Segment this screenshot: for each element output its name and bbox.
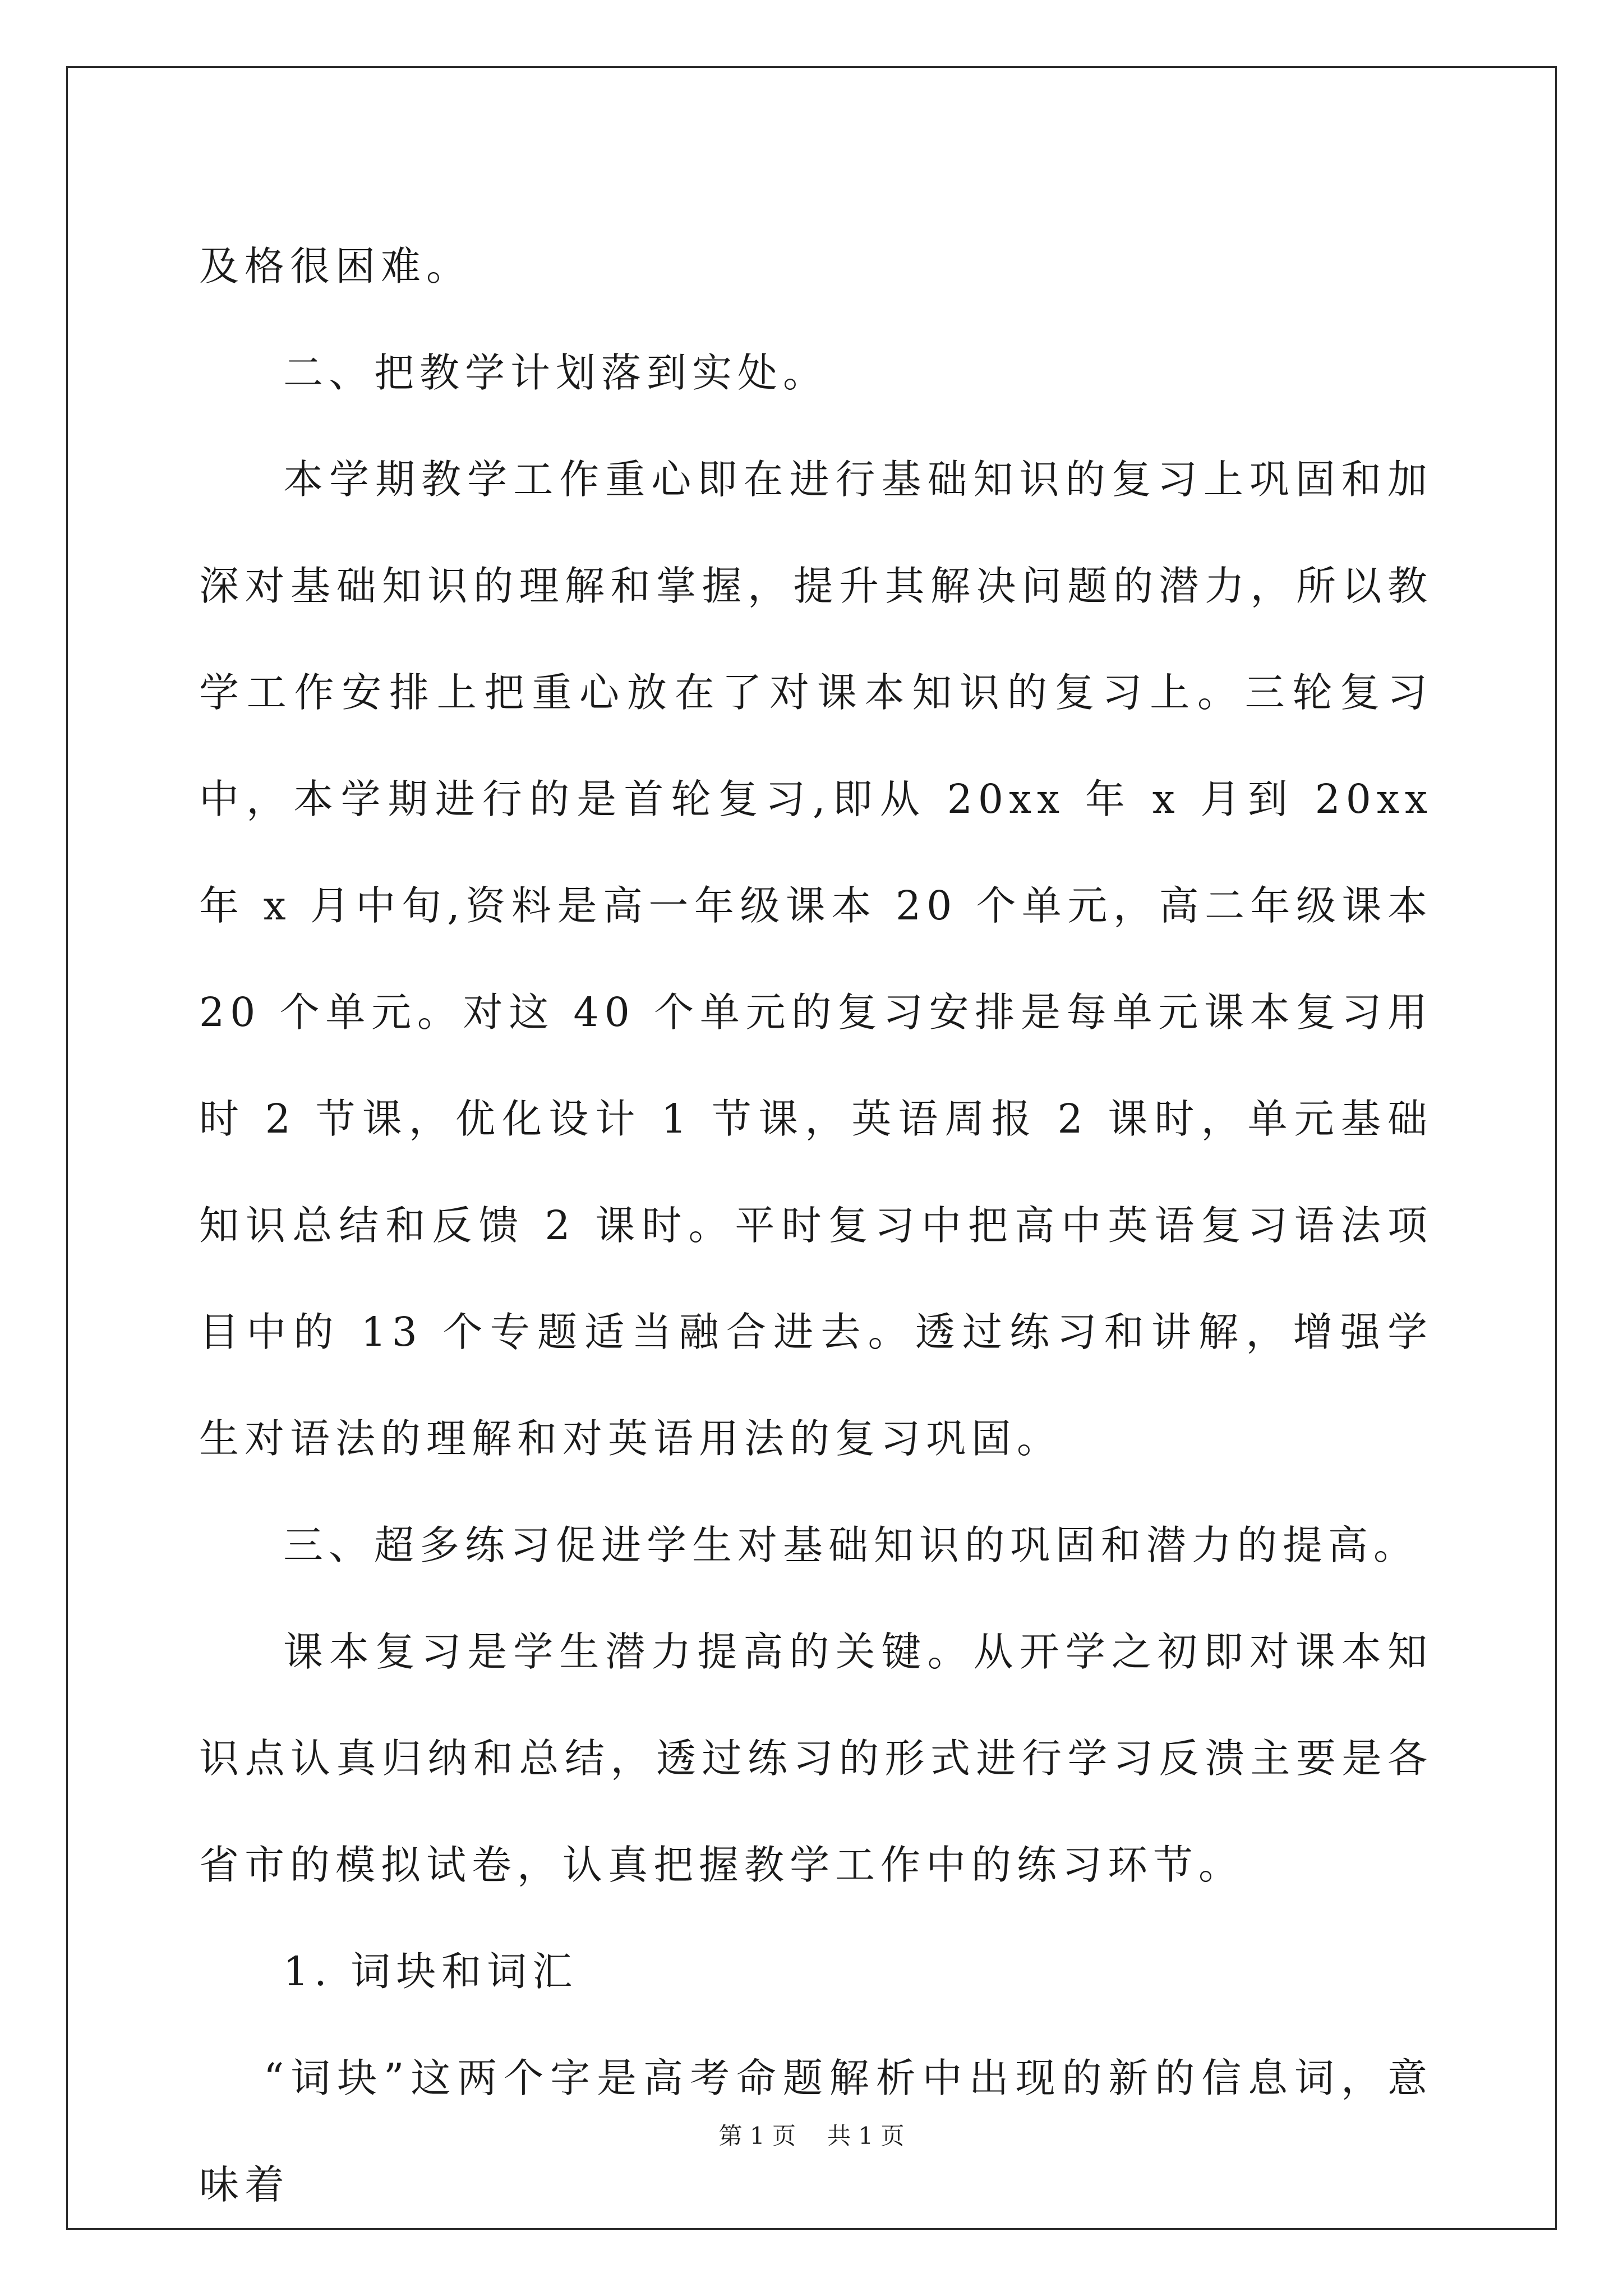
paragraph-7: “词块”这两个字是高考命题解析中出现的新的信息词，意味着 [199, 2055, 1433, 2208]
page-number: 第 1 页 [718, 2122, 796, 2150]
document-body [199, 213, 1433, 2238]
paragraph-3: 本学期教学工作重心即在进行基础知识的复习上巩固和加深对基础知识的理解和掌握，提升其解决问题的潜力，所以教学工作安排上把重心放在了对课本知识的复习上。三轮复习中，本学期进行的是首轮复习,即从 20xx 年 x 月到 20xx 年 x 月中旬,资料是高一年级课本 20 个单元，高二年级课本 20 个单元。对这 40 个单元的复习安排是每单元课本复习用时 2 节课，优化设计 1 节课，英语周报 2 课时，单元基础知识总结和反馈 2 课时。平时复习中把高中英语复习语法项目中的 13 个专题适当融合进去。透过练习和讲解，增强学生对语法的理解和对英语用法的复习巩固。 [199, 456, 1433, 1462]
page-footer [0, 2118, 1623, 2151]
subheading-1: 1. 词块和词汇 [283, 1948, 578, 1995]
paragraph-1: 及格很困难。 [199, 243, 472, 289]
paragraph-5: 课本复习是学生潜力提高的关键。从开学之初即对课本知识点认真归纳和总结，透过练习的形式进行学习反溃主要是各省市的模拟试卷，认真把握教学工作中的练习环节。 [199, 1628, 1433, 1888]
page-total: 共 1 页 [827, 2122, 905, 2150]
section-heading-3: 三、超多练习促进学生对基础知识的巩固和潜力的提高。 [283, 1522, 1419, 1568]
section-heading-2: 二、把教学计划落到实处。 [283, 349, 829, 396]
